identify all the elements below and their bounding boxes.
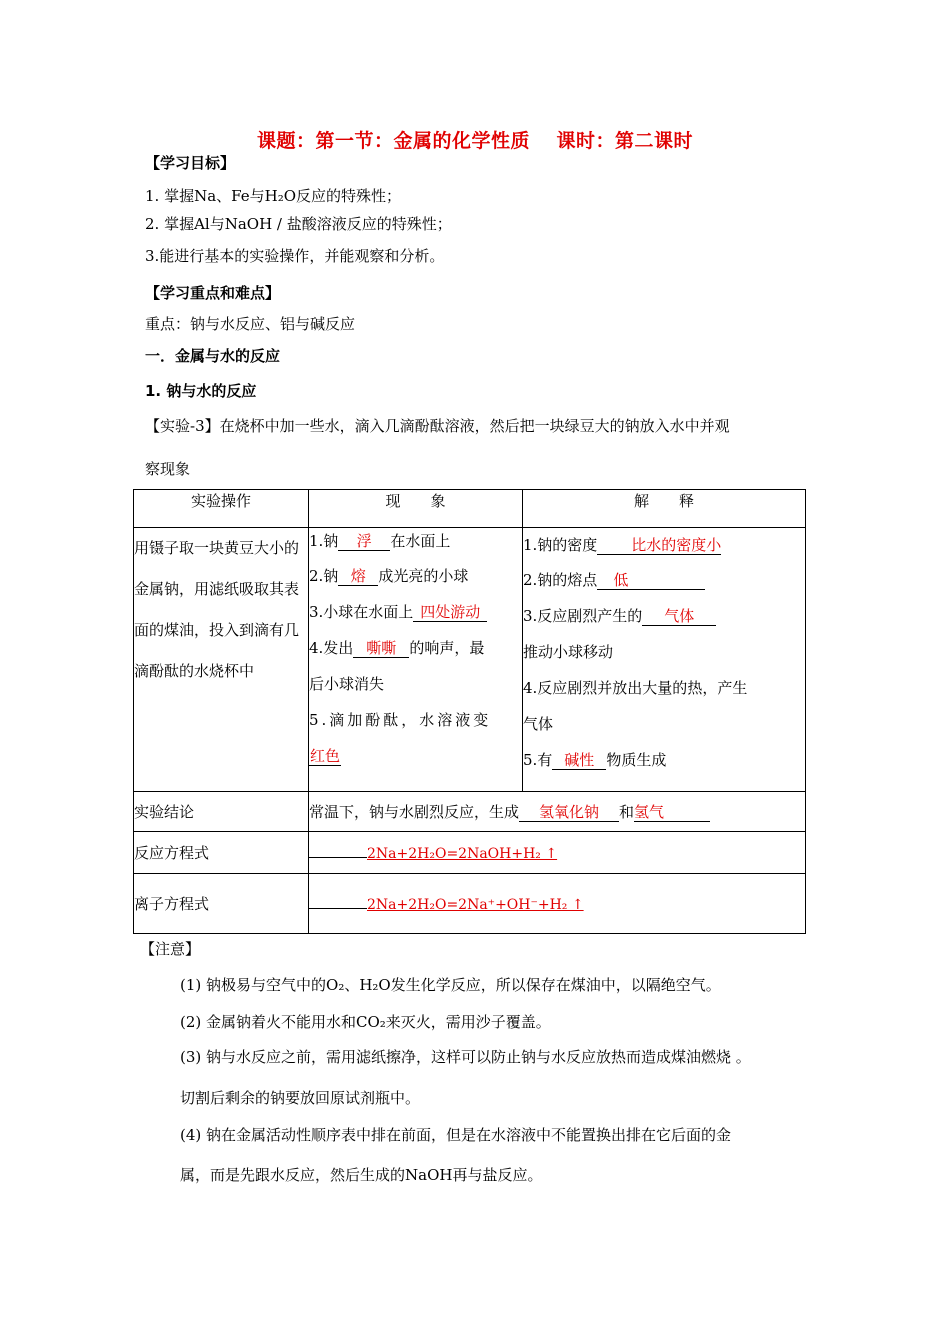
expl-5-answer: 碱性 [552, 752, 606, 770]
phen-2-label: 2.钠 [309, 567, 339, 585]
phen-1-answer: 浮 [338, 533, 390, 551]
conclusion-answer-2: 氢气 [634, 804, 710, 822]
header-operation: 实验操作 [134, 490, 309, 528]
note-4-continued: 属，而是先跟水反应，然后生成的NaOH再与盐反应。 [180, 1166, 543, 1184]
ionic-label: 离子方程式 [134, 874, 309, 934]
phen-1-label: 1.钠 [309, 532, 339, 550]
operation-cell: 用镊子取一块黄豆大小的金属钠，用滤纸吸取其表面的煤油，投入到滴有几滴酚酞的水烧杯中 [134, 528, 309, 792]
keypoints-heading: 【学习重点和难点】 [145, 284, 281, 302]
expl-5-tail: 物质生成 [606, 751, 667, 769]
note-4: (4) 钠在金属活动性顺序表中排在前面，但是在水溶液中不能置换出排在它后面的金 [180, 1126, 732, 1144]
page-title: 课题：第一节：金属的化学性质 课时：第二课时 [256, 130, 694, 152]
experiment-table [133, 489, 806, 934]
expl-2-answer: 低 [597, 572, 705, 590]
phen-4-tail: 的响声，最 [409, 639, 485, 657]
expl-4-line1: 4.反应剧烈并放出大量的热，产生 [523, 679, 748, 697]
note-2: (2) 金属钠着火不能用水和CO₂来灭火，需用沙子覆盖。 [180, 1013, 551, 1031]
header-phenomenon: 现 象 [309, 490, 523, 528]
objective-1: 1. 掌握Na、Fe与H₂O反应的特殊性； [145, 187, 402, 205]
phen-2-tail: 成光亮的小球 [378, 567, 469, 585]
conclusion-label: 实验结论 [134, 792, 309, 832]
equation-answer: 2Na+2H₂O=2NaOH+H₂ ↑ [367, 845, 558, 862]
ionic-cell [309, 874, 806, 934]
conclusion-answer-1: 氢氧化钠 [519, 804, 619, 822]
phen-5-label: 5.滴加酚酞，水溶液变 [309, 711, 492, 729]
table-row-conclusion [134, 792, 806, 832]
note-3: (3) 钠与水反应之前，需用滤纸擦净，这样可以防止钠与水反应放热而造成煤油燃烧 。 [180, 1048, 751, 1066]
phen-1-tail: 在水面上 [390, 532, 451, 550]
expl-1-label: 1.钠的密度 [523, 536, 598, 554]
subsection-heading: 1. 钠与水的反应 [145, 382, 257, 400]
table-header-row [134, 490, 806, 528]
note-1: (1) 钠极易与空气中的O₂、H₂O发生化学反应，所以保存在煤油中，以隔绝空气。 [180, 976, 721, 994]
expl-3-line2: 推动小球移动 [523, 643, 614, 661]
ionic-answer: 2Na+2H₂O=2Na⁺+OH⁻+H₂ ↑ [367, 896, 584, 913]
expl-3-answer: 气体 [642, 608, 716, 626]
phen-4-line2: 后小球消失 [309, 675, 385, 693]
objective-3: 3.能进行基本的实验操作，并能观察和分析。 [145, 247, 445, 265]
explanation-cell [523, 528, 806, 792]
equation-label: 反应方程式 [134, 832, 309, 874]
table-row-ionic [134, 874, 806, 934]
phen-4-answer: 嘶嘶 [353, 640, 409, 658]
notes-heading: 【注意】 [140, 940, 201, 958]
keypoints-text: 重点：钠与水反应、铝与碱反应 [145, 315, 356, 333]
table-row-equation [134, 832, 806, 874]
phen-3-label: 3.小球在水面上 [309, 603, 414, 621]
experiment-text-line1: 【实验-3】在烧杯中加一些水，滴入几滴酚酞溶液，然后把一块绿豆大的钠放入水中并观 [145, 417, 730, 435]
header-explanation: 解 释 [523, 490, 806, 528]
conclusion-text: 常温下，钠与水剧烈反应，生成 [309, 803, 520, 821]
note-3-continued: 切割后剩余的钠要放回原试剂瓶中。 [180, 1089, 421, 1107]
phen-3-answer: 四处游动 [413, 604, 487, 622]
expl-4-line2: 气体 [523, 715, 554, 733]
expl-5-label: 5.有 [523, 751, 553, 769]
conclusion-and: 和 [619, 803, 635, 821]
phen-2-answer: 熔 [338, 568, 378, 586]
experiment-text-line2: 察现象 [145, 460, 191, 478]
conclusion-cell [309, 792, 806, 832]
phen-5-answer: 红色 [309, 747, 340, 765]
section-heading: 一．金属与水的反应 [145, 347, 281, 365]
phenomenon-cell [309, 528, 523, 792]
expl-2-label: 2.钠的熔点 [523, 571, 598, 589]
equation-cell [309, 832, 806, 874]
table-row-main [134, 528, 806, 792]
phen-4-label: 4.发出 [309, 639, 354, 657]
objectives-heading: 【学习目标】 [145, 154, 236, 172]
expl-3-label: 3.反应剧烈产生的 [523, 607, 643, 625]
objective-2: 2. 掌握Al与NaOH / 盐酸溶液反应的特殊性； [145, 215, 452, 233]
expl-1-answer: 比水的密度小 [597, 537, 721, 555]
